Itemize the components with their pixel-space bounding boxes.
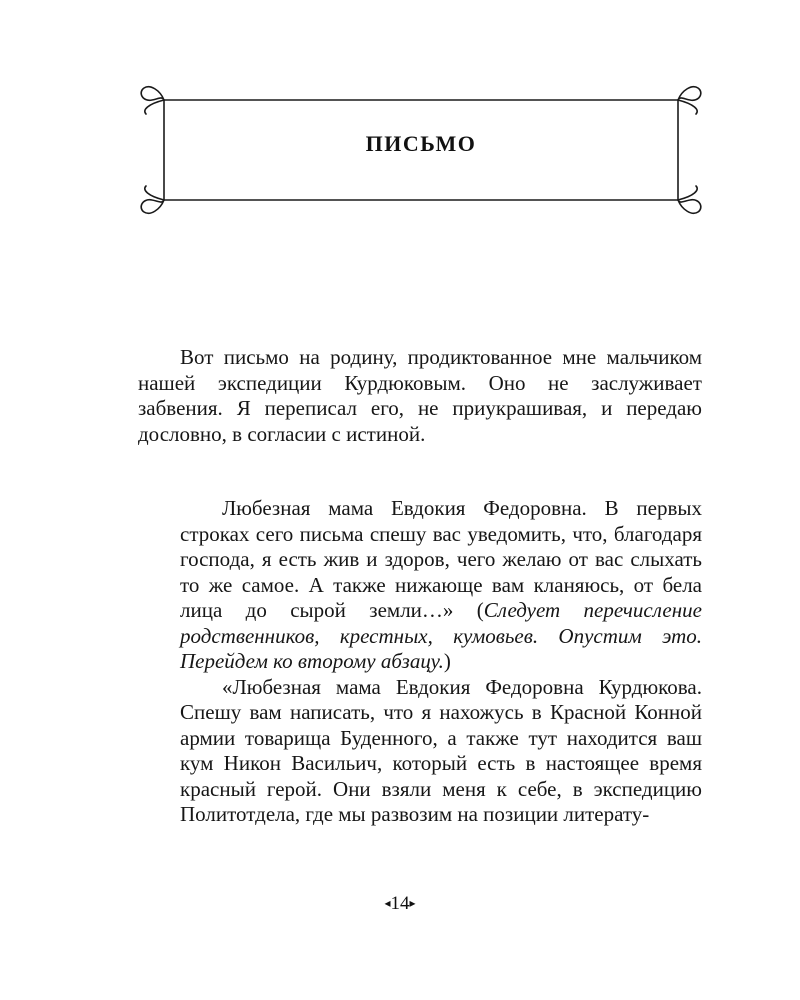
ornament-left-icon: ◂	[384, 896, 391, 910]
page-number-footer	[0, 893, 800, 915]
ornament-right-icon: ▸	[409, 896, 416, 910]
editorial-note: Следует перечисление родственников, крестных, кумовьев. Опустим это. Перейдем ко второму абзацу.	[180, 598, 702, 673]
chapter-title-frame	[138, 80, 704, 220]
letter-paragraph-text: Любезная мама Евдокия Федоровна. В первых строках сего письма спешу вас уведомить, что, благодаря господа, я есть жив и здоров, чего желаю от вас слыхать то же самое. А также нижающе вам кланяюсь, от бела лица до сырой земли…» (	[180, 496, 702, 622]
letter-block	[180, 496, 702, 828]
intro-paragraph: Вот письмо на родину, продиктованное мне мальчиком нашей экспедиции Курдюковым. Оно не заслуживает забвения. Я переписал его, не приукрашивая, и передаю дословно, в согласии с истиной.	[138, 345, 702, 446]
letter-paragraph: «Любезная мама Евдокия Федоровна Курдюкова. Спешу вам написать, что я нахожусь в Красной Конной армии товарища Буденного, а также тут находится ваш кум Никон Васильич, который есть в настоящее время красный герой. Они взяли меня к себе, в экспедицию Политотдела, где мы развозим на позиции литерату-	[180, 674, 702, 826]
editorial-note-close: )	[443, 649, 451, 673]
page-number: 14	[390, 893, 410, 914]
letter-paragraph	[180, 496, 702, 675]
chapter-title: ПИСЬМО	[365, 131, 477, 156]
